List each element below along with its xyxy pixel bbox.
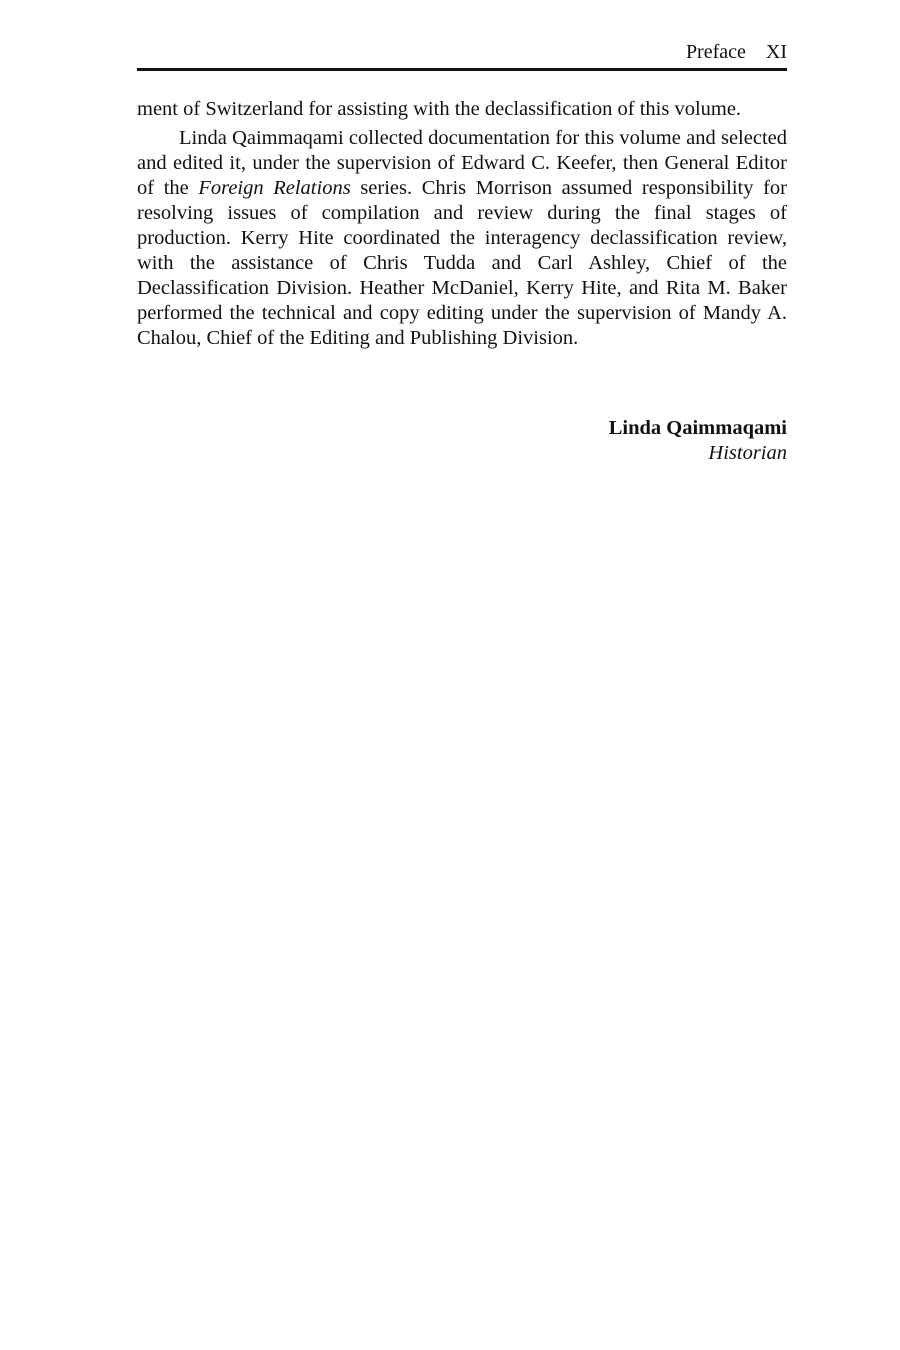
body-text xyxy=(137,97,787,355)
paragraph-continuation: ment of Switzerland for assisting with the declassification of this volume. xyxy=(137,98,742,120)
signature-block xyxy=(609,416,787,466)
paragraph-acknowledgements xyxy=(137,126,787,351)
header-rule xyxy=(137,68,787,71)
signature-name: Linda Qaimmaqami xyxy=(608,417,787,439)
running-head-section: Preface xyxy=(685,41,746,63)
page-number: XI xyxy=(765,41,787,63)
paragraph-text: Linda Qaimmaqami collected documentation for this volume and selected and edited it, under the supervision of Edward C. Keefer, then General Editor of the xyxy=(137,127,787,199)
paragraph-text: series. Chris Morrison assumed responsibility for resolving issues of compilation and review during the final stages of production. Kerry Hite coordinated the interagency declassification review, with the assistance of Chris Tudda and Carl Ashley, Chief of the Declassification Division. Heather McDaniel, Kerry Hite, and Rita M. Baker performed the technical and copy editing under the supervision of Mandy A. Chalou, Chief of the Editing and Publishing Division. xyxy=(137,177,787,349)
series-title: Foreign Relations xyxy=(198,177,351,199)
running-head xyxy=(686,40,787,64)
signature-title: Historian xyxy=(708,442,787,464)
